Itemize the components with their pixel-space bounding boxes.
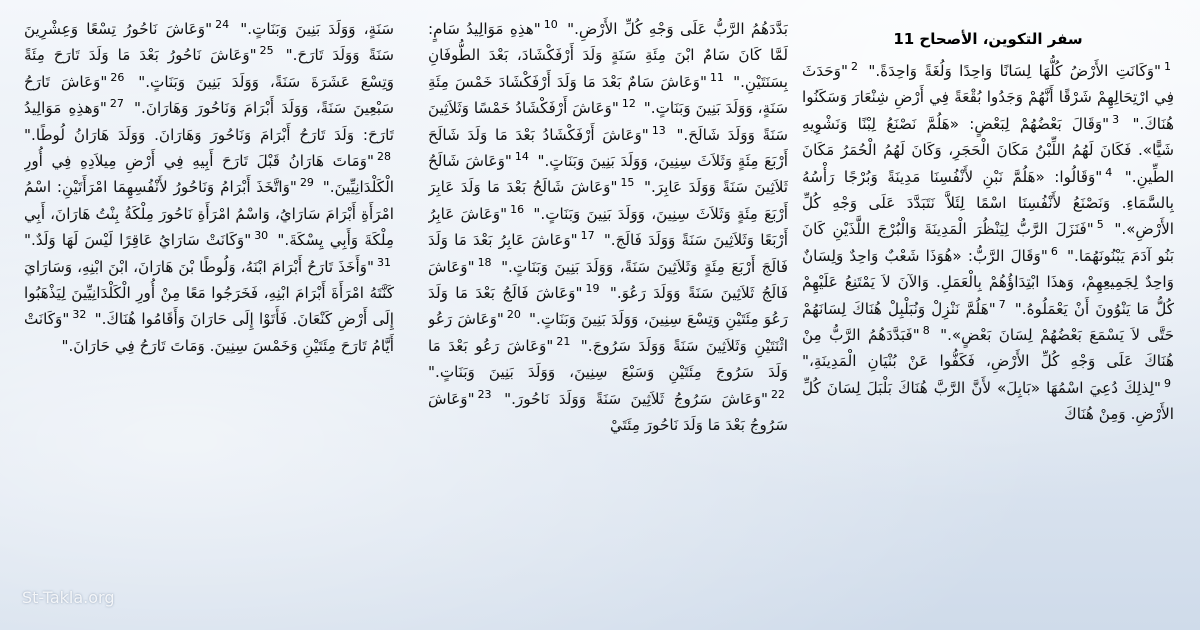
verse-text: "وَعَاشَ سَرُوجُ بَعْدَ مَا وَلَدَ نَاحُورَ مِئَتَيْ: [428, 389, 788, 435]
verse-text: "وَعَاشَ فَالَجُ بَعْدَ مَا وَلَدَ رَعُوَ مِئَتَيْنِ وَتِسْعَ سِنِينَ، وَوَلَدَ بَنِينَ وَبَنَاتٍ.": [428, 284, 788, 329]
verse-text: "فَنَزَلَ الرَّبُّ لِيَنْظُرَ الْمَدِينَةَ وَالْبُرْجَ اللَّذَيْنِ كَانَ بَنُو آدَمَ يَبْنُونَهُمَا.": [802, 220, 1174, 265]
verse-number: 8: [922, 324, 930, 337]
verse-text: "وَكَانَتِ الأَرْضُ كُلُّهَا لِسَانًا وَاحِدًا وَلُغَةً وَاحِدَةً.": [868, 62, 1162, 80]
verse-number: 2: [850, 59, 858, 73]
verse-text: "فَبَدَّدَهُمُ الرَّبُّ مِنْ هُنَاكَ عَلَى وَجْهِ كُلِّ الأَرْضِ، فَكَفُّوا عَنْ بُنْيَانِ الْمَدِينَةِ،": [802, 326, 1174, 371]
page-title: سفر التكوين، الأصحاح 11: [893, 30, 1083, 48]
verse-number: 28: [377, 149, 391, 163]
verse-number: 32: [72, 308, 87, 322]
verse-number: 4: [1105, 165, 1113, 179]
verse-text: "وَعَاشَ تَارَحُ سَبْعِينَ سَنَةً، وَوَلَدَ أَبْرَامَ وَنَاحُورَ وَهَارَانَ.": [24, 72, 394, 118]
verse-text: "وَعَاشَ سَامٌ بَعْدَ مَا وَلَدَ أَرْفَكْشَادَ خَمْسَ مِئَةِ سَنَةٍ، وَوَلَدَ بَنِينَ وَبَنَاتٍ.": [428, 72, 788, 118]
verse-number: 30: [254, 229, 269, 243]
right-column: [802, 14, 1174, 618]
verse-text: سَنَةٍ، وَوَلَدَ بَنِينَ وَبَنَاتٍ.": [240, 20, 394, 38]
verse-number: 21: [556, 334, 571, 348]
verse-number: 15: [620, 176, 635, 190]
verse-text: "وَمَاتَ هَارَانُ قَبْلَ تَارَحَ أَبِيهِ فِي أَرْضِ مِيلاَدِهِ فِي أُورِ الْكَلْدَانِيِّينَ.": [24, 152, 394, 197]
verse-text: "وَعَاشَ رَعُو بَعْدَ مَا وَلَدَ سَرُوجَ مِئَتَيْنِ وَسَبْعَ سِنِينَ، وَوَلَدَ بَنِينَ وَبَنَاتٍ.": [428, 336, 788, 382]
verse-text: "وَعَاشَ عَابِرُ بَعْدَ مَا وَلَدَ فَالَجَ أَرْبَعَ مِئَةٍ وَثَلاَثِينَ سَنَةً، وَوَلَدَ بَنِينَ وَبَنَاتٍ.": [428, 231, 788, 276]
verse-text: "وَعَاشَ أَرْفَكْشَادُ خَمْسًا وَثَلاَثِينَ سَنَةً وَوَلَدَ شَالَحَ.": [428, 99, 788, 144]
verse-text: "وَعَاشَ رَعُو اثْنَتَيْنِ وَثَلاَثِينَ سَنَةً وَوَلَدَ سَرُوجَ.": [428, 310, 788, 355]
verse-number: 23: [477, 387, 492, 401]
verse-text: "وَعَاشَ أَرْفَكْشَادُ بَعْدَ مَا وَلَدَ شَالَحَ أَرْبَعَ مِئَةٍ وَثَلاَثَ سِنِينَ، وَوَلَدَ بَنِينَ وَبَنَاتٍ.": [428, 125, 788, 171]
site-watermark: St-Takla.org: [22, 588, 115, 607]
verse-text: "وَقَالَ الرَّبُّ: «هُوَذَا شَعْبٌ وَاحِدٌ وَلِسَانٌ وَاحِدٌ لِجَمِيعِهِمْ، وَهذَا ابْتِدَاؤُهُمْ بِالْعَمَلِ. وَالآنَ لاَ يَمْتَنِعُ عَلَيْهِمْ كُلُّ مَا يَنْوُونَ أَنْ يَعْمَلُوهُ.": [802, 246, 1174, 318]
verse-number: 16: [510, 202, 525, 216]
verse-number: 19: [585, 282, 600, 295]
verse-text: "وَعَاشَ سَرُوجُ ثَلاَثِينَ سَنَةً وَوَلَدَ نَاحُورَ.": [504, 389, 769, 408]
right-column-text: [802, 58, 1174, 428]
verse-number: 5: [1096, 218, 1104, 232]
verse-number: 10: [543, 17, 558, 31]
verse-text: "وَأَخَذَ تَارَحُ أَبْرَامَ ابْنَهُ، وَلُوطًا بْنَ هَارَانَ، ابْنَ ابْنِهِ، وَسَارَايَ كَنَّتَهُ امْرَأَةَ أَبْرَامَ ابْنِهِ، فَخَرَجُوا مَعًا مِنْ أُورِ الْكَلْدَانِيِّينَ لِيَذْهَبُوا إِلَى أَرْضِ كَنْعَانَ. فَأَتَوْا إِلَى حَارَانَ وَأَقَامُوا هُنَاكَ.": [24, 257, 394, 329]
verse-number: 12: [621, 97, 636, 111]
verse-number: 7: [998, 297, 1006, 311]
verse-number: 6: [1050, 244, 1058, 258]
verse-text: بَدَّدَهُمُ الرَّبُّ عَلَى وَجْهِ كُلِّ الأَرْضِ.": [567, 20, 788, 38]
verse-number: 29: [299, 176, 314, 190]
verse-text: "وَاتَّخَذَ أَبْرَامُ وَنَاحُورُ لأَنْفُسِهِمَا امْرَأَتَيْنِ: اسْمُ امْرَأَةِ أَبْرَامَ سَارَايُ، وَاسْمُ امْرَأَةِ نَاحُورَ مِلْكَةُ بِنْتُ هَارَانَ، أَبِي مِلْكَةَ وَأَبِي يِسْكَةَ.": [24, 178, 394, 250]
middle-column: [428, 16, 788, 620]
verse-number: 26: [110, 70, 125, 84]
verse-text: "هذِهِ مَوَالِيدُ سَامٍ: لَمَّا كَانَ سَامٌ ابْنَ مِئَةِ سَنَةٍ وَلَدَ أَرْفَكْشَادَ، بَعْدَ الطُّوفَانِ بِسَنَتَيْنِ.": [428, 20, 788, 91]
left-column: [24, 16, 394, 620]
verse-text: "وَعَاشَ نَاحُورُ بَعْدَ مَا وَلَدَ تَارَحَ مِئَةً وَتِسْعَ عَشَرَةَ سَنَةً، وَوَلَدَ بَنِينَ وَبَنَاتٍ.": [24, 46, 394, 91]
verse-text: "وَكَانَتْ سَارَايُ عَاقِرًا لَيْسَ لَهَا وَلَدٌ.": [24, 231, 252, 250]
verse-text: "وَكَانَتْ أَيَّامُ تَارَحَ مِئَتَيْنِ وَخَمْسَ سِنِينَ. وَمَاتَ تَارَحُ فِي حَارَانَ.": [24, 310, 394, 355]
verse-number: 17: [580, 229, 595, 243]
verse-text: "هَلُمَّ نَنْزِلْ وَنُبَلْبِلْ هُنَاكَ لِسَانَهُمْ حَتَّى لاَ يَسْمَعَ بَعْضُهُمْ لِسَانَ بَعْضٍ».": [802, 299, 1174, 345]
verse-number: 14: [514, 149, 529, 163]
verse-text: "لِذلِكَ دُعِيَ اسْمُهَا «بَابِلَ» لأَنَّ الرَّبَّ هُنَاكَ بَلْبَلَ لِسَانَ كُلِّ الأَرْضِ. وَمِنْ هُنَاكَ: [802, 378, 1174, 424]
verse-text: "وَعَاشَ شَالَحُ بَعْدَ مَا وَلَدَ عَابِرَ أَرْبَعَ مِئَةٍ وَثَلاَثَ سِنِينَ، وَوَلَدَ بَنِينَ وَبَنَاتٍ.": [428, 178, 788, 223]
verse-text: "وَعَاشَ شَالَحُ ثَلاَثِينَ سَنَةً وَوَلَدَ عَابِرَ.": [428, 152, 788, 197]
verse-text: "وَعَاشَ عَابِرُ أَرْبَعًا وَثَلاَثِينَ سَنَةً وَوَلَدَ فَالَجَ.": [428, 204, 788, 250]
verse-number: 20: [506, 308, 521, 322]
verse-number: 9: [1164, 376, 1171, 390]
verse-text: "وَقَالَ بَعْضُهُمْ لِبَعْضٍ: «هَلُمَّ نَصْنَعُ لِبْنًا وَنَشْوِيهِ شَيًّا». فَكَانَ لَهُمُ اللِّبْنُ مَكَانَ الْحَجَرِ، وَكَانَ لَهُمُ الْحُمَرُ مَكَانَ الطِّينِ.": [802, 114, 1174, 186]
verse-number: 27: [109, 97, 124, 111]
verse-number: 3: [1112, 112, 1120, 126]
verse-text: "وَهذِهِ مَوَالِيدُ تَارَحَ: وَلَدَ تَارَحُ أَبْرَامَ وَنَاحُورَ وَهَارَانَ. وَوَلَدَ هَارَانُ لُوطًا.": [24, 99, 394, 144]
verse-text: "وَحَدَثَ فِي ارْتِحَالِهِمْ شَرْقًا أَنَّهُمْ وَجَدُوا بُقْعَةً فِي أَرْضِ شِنْعَارَ وَسَكَنُوا هُنَاكَ.": [802, 62, 1174, 133]
verse-text: "وَقَالُوا: «هَلُمَّ نَبْنِ لأَنْفُسِنَا مَدِينَةً وَبُرْجًا رَأْسُهُ بِالسَّمَاءِ. وَنَصْنَعُ لأَنْفُسِنَا اسْمًا لِئَلاَّ نَتَبَدَّدَ عَلَى وَجْهِ كُلِّ الأَرْضِ».": [802, 167, 1174, 239]
verse-text: "وَعَاشَ فَالَجُ ثَلاَثِينَ سَنَةً وَوَلَدَ رَعُوَ.": [428, 257, 788, 303]
verse-text: "وَعَاشَ نَاحُورُ تِسْعًا وَعِشْرِينَ سَنَةً وَوَلَدَ تَارَحَ.": [24, 20, 394, 65]
verse-number: 18: [477, 255, 492, 269]
verse-number: 24: [215, 17, 230, 31]
verse-number: 13: [651, 123, 666, 137]
verse-number: 1: [1164, 59, 1172, 73]
verse-number: 31: [377, 255, 391, 269]
verse-number: 11: [709, 70, 724, 84]
verse-number: 22: [771, 387, 786, 401]
verse-number: 25: [259, 44, 274, 58]
